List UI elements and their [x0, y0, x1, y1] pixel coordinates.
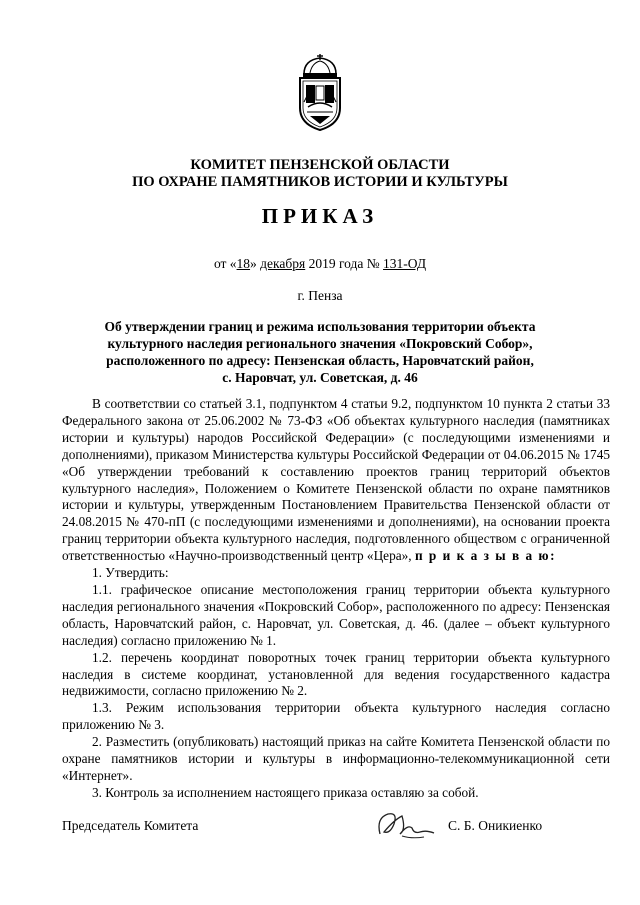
document-number: 131-ОД	[383, 256, 427, 271]
document-body	[62, 396, 610, 802]
date-month: декабря	[260, 256, 306, 271]
order-item-2: 2. Разместить (опубликовать) настоящий приказ на сайте Комитета Пензенской области по охране памятников истории и культуры в информационно-телекоммуникационной сети «Интернет».	[62, 734, 610, 783]
document-subject	[100, 318, 540, 386]
order-item-1-2: 1.2. перечень координат поворотных точек границ территории объекта культурного наследия в системе координат, установленной для ведения государственного кадастра недвижимости, согласно приложению № 2.	[62, 649, 610, 699]
date-year: 2019 года №	[305, 256, 384, 271]
preamble-paragraph	[62, 396, 610, 565]
subject-line: Об утверждении границ и режима использования территории объекта	[104, 319, 536, 334]
document-city: г. Пенза	[297, 288, 343, 303]
organization-name-line1: КОМИТЕТ ПЕНЗЕНСКОЙ ОБЛАСТИ	[190, 157, 450, 173]
coat-of-arms-icon	[290, 52, 350, 132]
order-item-1-1: 1.1. графическое описание местоположения границ территории объекта культурного наследия регионального значения «Покровский Собор», расположенного по адресу: Пензенская область, Наровчатский район, с. Наровчат, ул. Советская, д. 46. (далее – объект культурного наследия) согласно приложению № 1.	[62, 581, 610, 648]
document-title: ПРИКАЗ	[261, 204, 379, 228]
preamble-text: В соответствии со статьей 3.1, подпунктом 4 статьи 9.2, подпунктом 10 пункта 2 статьи 33 Федерального закона от 25.06.2002 № 73-ФЗ «Об объектах культурного наследия (памятниках истории и культуры) народов Российской Федерации» (с последующими изменениями и дополнениями), приказом Министерства культуры Российской Федерации от 04.06.2015 № 1745 «Об утверждении требований к составлению проектов границ территорий объектов культурного наследия», Положением о Комитете Пензенской области по охране памятников истории и культуры, утвержденным Постановлением Правительства Пензенской области от 24.08.2015 № 470-пП (с последующими изменениями и дополнениями), на основании проекта границ территории объекта культурного наследия, подготовленного обществом с ограниченной ответственностью «Научно-производственный центр «Цера»,	[62, 396, 610, 564]
organization-name-line2: ПО ОХРАНЕ ПАМЯТНИКОВ ИСТОРИИ И КУЛЬТУРЫ	[132, 174, 508, 190]
document-date-number	[0, 256, 640, 272]
signatory-name: С. Б. Оникиенко	[448, 818, 543, 833]
subject-line: расположенного по адресу: Пензенская область, Наровчатский район,	[106, 353, 534, 368]
signatory-position: Председатель Комитета	[62, 818, 199, 833]
date-prefix: от «	[213, 256, 237, 271]
handwritten-signature	[372, 806, 442, 842]
order-item-3: 3. Контроль за исполнением настоящего приказа оставляю за собой.	[92, 784, 479, 800]
date-day: 18	[236, 256, 251, 271]
subject-line: с. Наровчат, ул. Советская, д. 46	[222, 370, 418, 385]
date-mid: »	[250, 256, 261, 271]
order-word: п р и к а з ы в а ю:	[414, 548, 557, 564]
order-item-1-3: 1.3. Режим использования территории объекта культурного наследия согласно приложению № 3.	[62, 700, 610, 733]
subject-line: культурного наследия регионального значения «Покровский Собор»,	[107, 336, 533, 351]
order-item-1: 1. Утвердить:	[92, 565, 169, 581]
